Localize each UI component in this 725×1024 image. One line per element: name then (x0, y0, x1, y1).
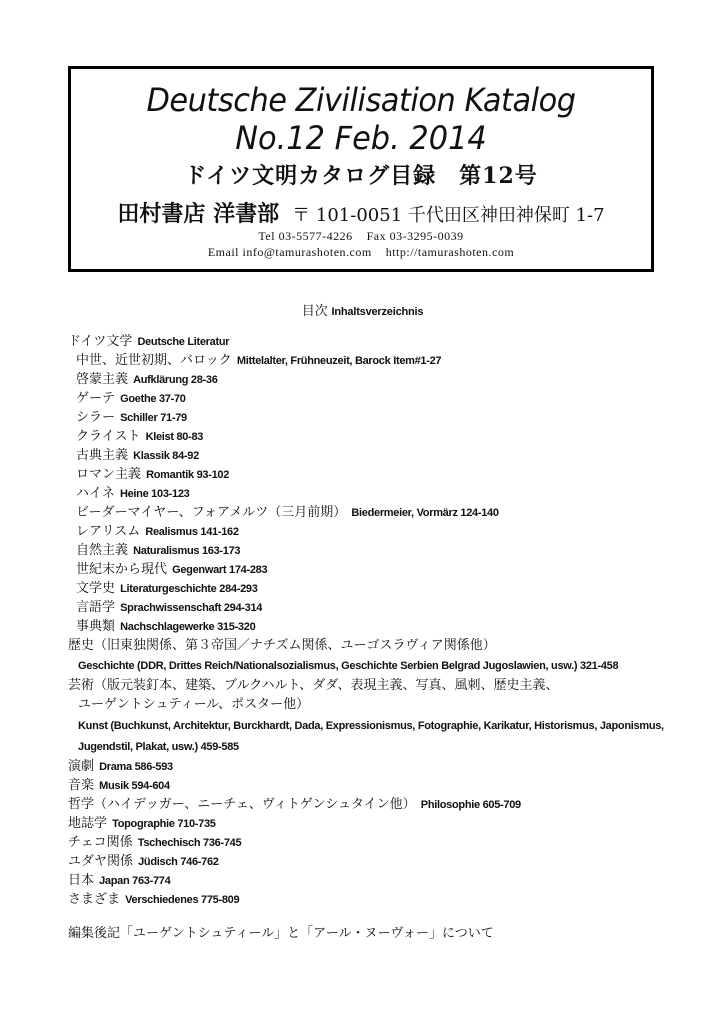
toc-entry: レアリスム Realismus 141-162 (76, 524, 239, 539)
email-line (71, 245, 651, 260)
toc-entry: ユダヤ関係 Jüdisch 746-762 (68, 854, 219, 869)
toc-entry: 言語学 Sprachwissenschaft 294-314 (76, 600, 263, 615)
editor-afterword: 編集後記「ユーゲントシュティール」と「アール・ヌーヴォー」について (68, 926, 494, 941)
website-url[interactable]: http://tamurashoten.com (385, 245, 515, 259)
toc-entry: ハイネ Heine 103-123 (76, 486, 190, 501)
toc-entry: ビーダーマイヤー、フォアメルツ（三月前期） Biedermeier, Vormärz 124-140 (76, 505, 499, 520)
toc-entry: 地誌学 Topographie 710-735 (68, 816, 216, 831)
shop-address: 〒 101-0051 千代田区神田神保町 1-7 (292, 205, 605, 226)
toc-art-de-line1: Kunst (Buchkunst, Architektur, Burckhardt, Dada, Expressionismus, Fotographie, Karikatur, Historismus, Japonismus, (78, 720, 664, 732)
toc-art-ja-line2: ユーゲントシュティール、ポスター他） (78, 697, 310, 712)
toc-entry: 中世、近世初期、バロック Mittelalter, Frühneuzeit, Barock Item#1-27 (76, 353, 442, 368)
tel-number: Tel 03-5577-4226 (258, 229, 353, 243)
toc-heading-de: Inhaltsverzeichnis (331, 306, 424, 318)
catalog-title-japanese: ドイツ文明カタログ目録 第12号 (184, 163, 538, 189)
catalog-title-line1: Deutsche Zivilisation Katalog (146, 81, 576, 119)
shop-info-line (71, 197, 651, 228)
email-address[interactable]: Email info@tamurashoten.com (207, 245, 372, 259)
toc-entry: チェコ関係 Tschechisch 736-745 (68, 835, 242, 850)
toc-history-ja: 歴史（旧東独関係、第３帝国／ナチズム関係、ユーゴスラヴィア関係他） (68, 638, 496, 653)
toc-entry: シラー Schiller 71-79 (76, 410, 187, 425)
toc-entry: ロマン主義 Romantik 93-102 (76, 467, 230, 482)
toc-history-de: Geschichte (DDR, Drittes Reich/Nationalsozialismus, Geschichte Serbien Belgrad Jugoslawien, usw.) 321-458 (78, 660, 619, 672)
toc-entry: さまざま Verschiedenes 775-809 (68, 892, 240, 907)
toc-art-de-line2: Jugendstil, Plakat, usw.) 459-585 (78, 741, 239, 753)
toc-heading (0, 300, 725, 319)
toc-entry: 世紀末から現代 Gegenwart 174-283 (76, 562, 268, 577)
toc-heading-ja: 目次 (301, 304, 328, 319)
fax-number: Fax 03-3295-0039 (366, 229, 464, 243)
toc-entry: 事典類 Nachschlagewerke 315-320 (76, 619, 256, 634)
toc-entry: 音楽 Musik 594-604 (68, 778, 170, 793)
catalog-header-box (68, 66, 654, 272)
toc-entry: ゲーテ Goethe 37-70 (76, 391, 186, 406)
toc-entry: 自然主義 Naturalismus 163-173 (76, 543, 241, 558)
toc-entry: 古典主義 Klassik 84-92 (76, 448, 199, 463)
catalog-title-line2: No.12 Feb. 2014 (235, 119, 487, 157)
toc-entry: クライスト Kleist 80-83 (76, 429, 204, 444)
toc-art-ja-line1: 芸術（版元装釘本、建築、ブルクハルト、ダダ、表現主義、写真、風刺、歴史主義、 (68, 678, 559, 693)
toc-entry: 文学史 Literaturgeschichte 284-293 (76, 581, 258, 596)
toc-entry: ドイツ文学 Deutsche Literatur (68, 334, 230, 349)
phone-line (71, 229, 651, 244)
toc-entry: 哲学（ハイデッガー、ニーチェ、ヴィトゲンシュタイン他） Philosophie 605-709 (68, 797, 521, 812)
shop-name: 田村書店 洋書部 (117, 201, 280, 227)
toc-entry: 啓蒙主義 Aufklärung 28-36 (76, 372, 218, 387)
toc-entry: 演劇 Drama 586-593 (68, 759, 173, 774)
toc-entry: 日本 Japan 763-774 (68, 873, 171, 888)
